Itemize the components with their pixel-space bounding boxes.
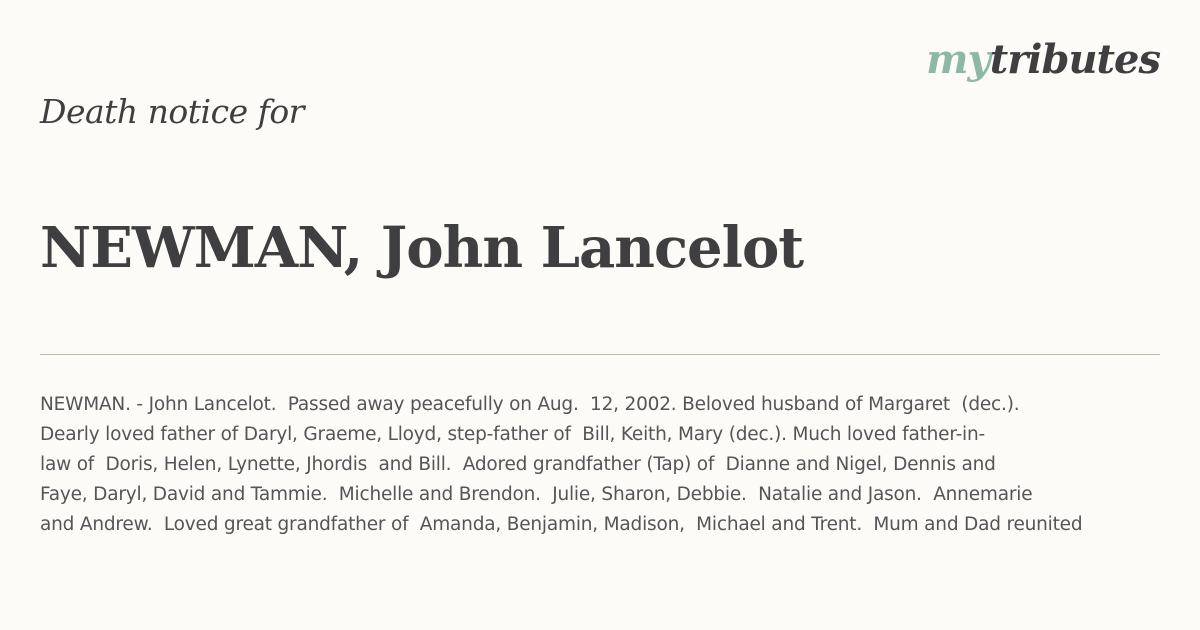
notice-text [40,390,1200,540]
divider [40,354,1160,355]
notice-line: and Andrew. Loved great grandfather of Amanda, Benjamin, Madison, Michael and Trent. Mum and Dad reunited [40,514,1083,535]
notice-line: Faye, Daryl, David and Tammie. Michelle and Brendon. Julie, Sharon, Debbie. Natalie and Jason. Annemarie [40,484,1033,505]
logo-tributes: tributes [989,36,1160,83]
notice-line: Dearly loved father of Daryl, Graeme, Lloyd, step-father of Bill, Keith, Mary (dec.). Much loved father-in- [40,424,985,445]
deceased-name: NEWMAN, John Lancelot [40,215,804,281]
notice-line: law of Doris, Helen, Lynette, Jhordis and Bill. Adored grandfather (Tap) of Dianne and Nigel, Dennis and [40,454,996,475]
logo-my: my [926,36,990,83]
notice-line: NEWMAN. - John Lancelot. Passed away peacefully on Aug. 12, 2002. Beloved husband of Margaret (dec.). [40,394,1020,415]
death-notice-heading: Death notice for [40,92,304,131]
mytributes-logo[interactable] [926,36,1160,84]
